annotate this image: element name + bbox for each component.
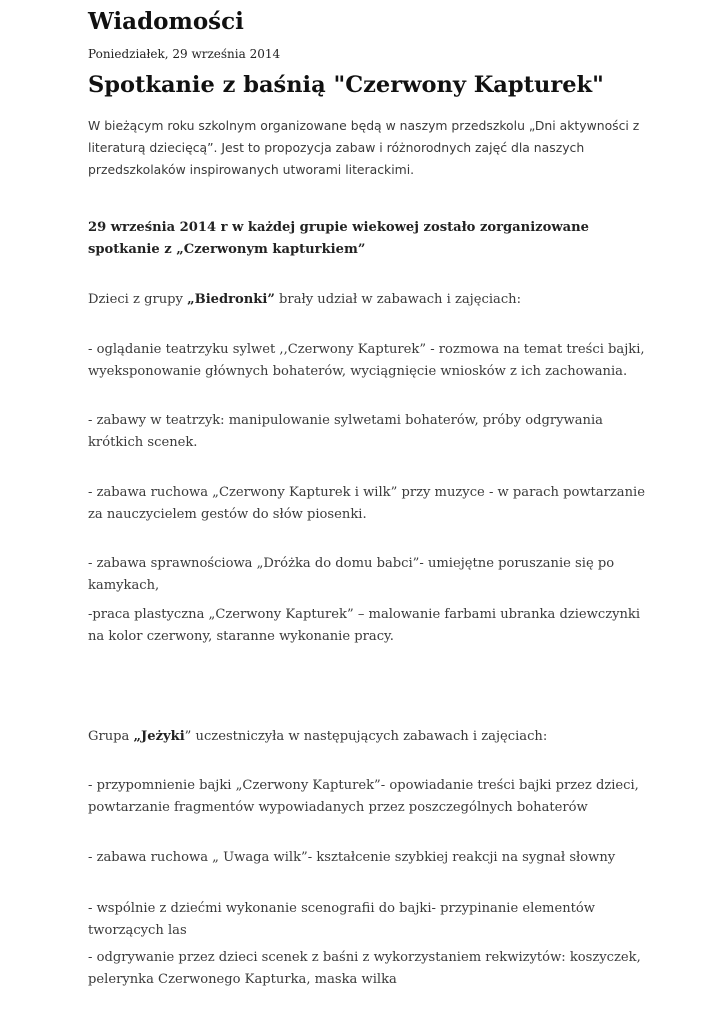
- group1-item: -praca plastyczna „Czerwony Kapturek” – malowanie farbami ubranka dziewczynki na kolor czerwony, staranne wykonanie pracy.: [88, 607, 641, 644]
- post-title[interactable]: Spotkanie z baśnią "Czerwony Kapturek": [88, 72, 604, 98]
- group2-item: - wspólnie z dziećmi wykonanie scenografii do bajki- przypinanie elementów tworzących las: [88, 901, 596, 938]
- group1-intro: [88, 289, 648, 311]
- group2-item: - przypomnienie bajki „Czerwony Kapturek”- opowiadanie treści bajki przez dzieci, powtarzanie fragmentów wypowiadanych przez poszczególnych bohaterów: [88, 778, 639, 815]
- site-title[interactable]: Wiadomości: [88, 8, 244, 35]
- intro-paragraph: W bieżącym roku szkolnym organizowane będą w naszym przedszkolu „Dni aktywności z literaturą dziecięcą”. Jest to propozycja zabaw i różnorodnych zajęć dla naszych przedszkolaków inspirowanych utworami literackimi.: [88, 118, 640, 177]
- group2-prefix: Grupa: [88, 729, 134, 744]
- group2-name: „Jeżyki: [133, 729, 185, 744]
- group2-suffix: ” uczestniczyła w następujących zabawach i zajęciach:: [184, 729, 548, 744]
- group1-suffix: brały udział w zabawach i zajęciach:: [274, 292, 521, 307]
- group2-item: - odgrywanie przez dzieci scenek z baśni z wykorzystaniem rekwizytów: koszyczek, pelerynka Czerwonego Kapturka, maska wilka: [88, 950, 641, 987]
- group2-item: - zabawa ruchowa „ Uwaga wilk”- kształcenie szybkiej reakcji na sygnał słowny: [88, 850, 616, 865]
- group2-intro: [88, 726, 648, 748]
- group1-item: - oglądanie teatrzyku sylwet ,,Czerwony Kapturek” - rozmowa na temat treści bajki, wyeksponowanie głównych bohaterów, wyciągnięcie wniosków z ich zachowania.: [88, 342, 645, 379]
- group1-prefix: Dzieci z grupy: [88, 292, 188, 307]
- group1-name: „Biedronki”: [187, 292, 275, 307]
- group1-item: - zabawa ruchowa „Czerwony Kapturek i wilk” przy muzyce - w parach powtarzanie za nauczycielem gestów do słów piosenki.: [88, 485, 645, 522]
- group1-item: - zabawy w teatrzyk: manipulowanie sylwetami bohaterów, próby odgrywania krótkich scenek.: [88, 413, 603, 450]
- post-date: Poniedziałek, 29 września 2014: [88, 47, 281, 61]
- group1-item: - zabawa sprawnościowa „Dróżka do domu babci”- umiejętne poruszanie się po kamykach,: [88, 556, 615, 593]
- headline-paragraph: 29 września 2014 r w każdej grupie wiekowej zostało zorganizowane spotkanie z „Czerwonym kapturkiem”: [88, 220, 589, 257]
